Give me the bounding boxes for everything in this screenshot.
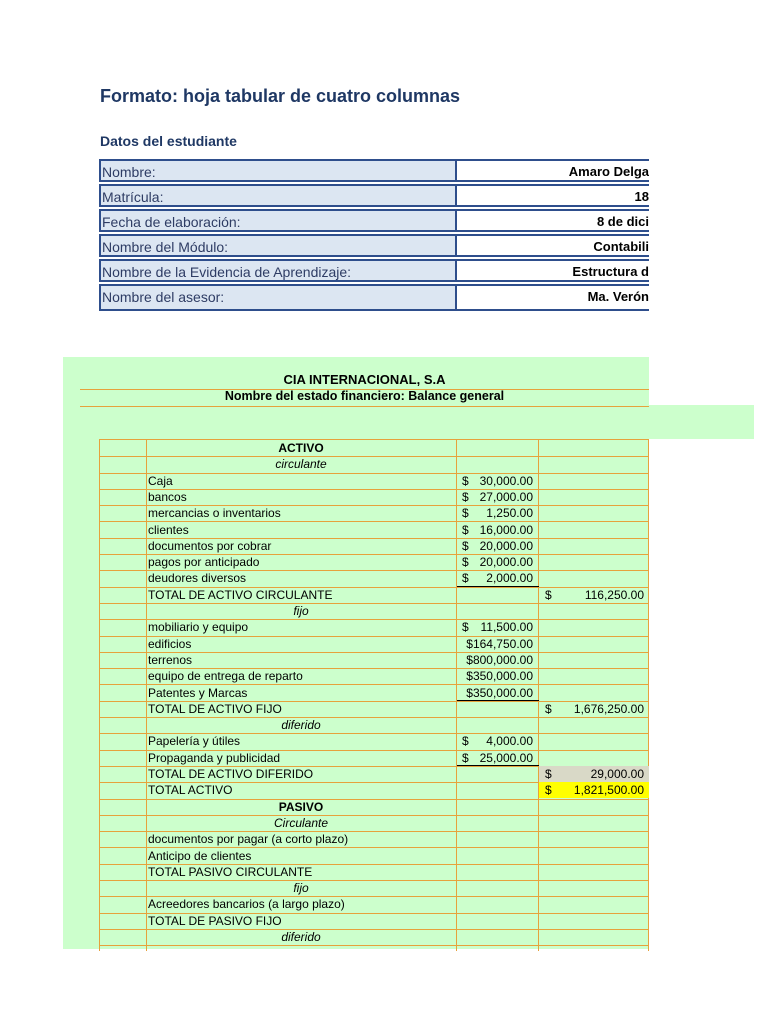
row-label: circulante — [275, 457, 327, 472]
amount-value: $350,000.00 — [466, 685, 533, 700]
table-row — [99, 750, 649, 767]
info-label: Fecha de elaboración: — [99, 209, 455, 232]
row-label: Papelería y útiles — [148, 734, 241, 749]
amount-cell — [457, 750, 535, 766]
amount-cell — [457, 554, 535, 570]
table-row — [99, 636, 649, 653]
info-label: Matrícula: — [99, 184, 455, 207]
info-label: Nombre del asesor: — [99, 284, 455, 311]
row-label: documentos por cobrar — [148, 538, 272, 553]
row-label: diferido — [281, 930, 321, 944]
table-row — [99, 733, 649, 750]
sum-line — [457, 586, 539, 587]
info-label: Nombre: — [99, 159, 455, 182]
company-name: CIA INTERNACIONAL, S.A — [283, 372, 446, 387]
sum-line — [457, 700, 539, 701]
amount-cell — [457, 652, 535, 668]
amount-cell — [457, 473, 535, 489]
currency-symbol: $ — [545, 587, 552, 602]
table-row — [99, 554, 649, 571]
row-label: deudores diversos — [148, 571, 247, 586]
row-label: mobiliario y equipo — [148, 620, 249, 635]
total-value: 1,821,500.00 — [573, 783, 644, 798]
amount-cell — [457, 505, 535, 521]
balance-sheet-background-ext — [649, 405, 754, 439]
table-row — [99, 538, 649, 555]
currency-symbol: $ — [462, 522, 469, 537]
table-row — [99, 880, 649, 897]
info-row-date — [99, 209, 649, 234]
table-row — [99, 456, 649, 473]
table-row — [99, 473, 649, 490]
info-row-module — [99, 234, 649, 259]
total-value: 29,000.00 — [590, 767, 644, 781]
row-label: TOTAL DE PASIVO FIJO — [148, 913, 282, 928]
info-label: Nombre de la Evidencia de Aprendizaje: — [99, 259, 455, 282]
table-row — [99, 896, 649, 913]
info-value: 8 de dici — [455, 209, 649, 232]
amount-cell — [457, 733, 535, 749]
currency-symbol: $ — [462, 734, 469, 749]
info-value: Ma. Verón — [455, 284, 649, 311]
amount-value: 2,000.00 — [486, 571, 533, 586]
amount-cell — [457, 619, 535, 635]
amount-cell — [457, 522, 535, 538]
row-label: Anticipo de clientes — [148, 848, 252, 863]
amount-value: 11,500.00 — [480, 620, 533, 635]
table-row — [99, 587, 649, 604]
table-row — [99, 489, 649, 506]
student-info-table — [99, 159, 649, 311]
total-value: 116,250.00 — [584, 587, 644, 602]
amount-value: 27,000.00 — [479, 489, 533, 504]
amount-cell — [457, 489, 535, 505]
info-row-evidence — [99, 259, 649, 284]
table-row — [99, 603, 649, 620]
page-title: Formato: hoja tabular de cuatro columnas — [100, 86, 461, 106]
table-row — [99, 668, 649, 685]
row-label: TOTAL DE ACTIVO FIJO — [148, 701, 282, 716]
info-row-advisor — [99, 284, 649, 309]
currency-symbol: $ — [462, 489, 469, 504]
row-label: Circulante — [273, 815, 329, 830]
amount-cell — [457, 538, 535, 554]
balance-sheet-grid — [99, 439, 649, 951]
row-label: ACTIVO — [278, 441, 324, 455]
row-label: TOTAL PASIVO CIRCULANTE — [148, 864, 313, 879]
total-cell — [539, 701, 649, 717]
info-value: Estructura d — [455, 259, 649, 282]
amount-value: 4,000.00 — [486, 734, 533, 749]
total-cell — [539, 782, 649, 798]
currency-symbol: $ — [462, 750, 469, 765]
table-row — [99, 782, 649, 799]
amount-value: 25,000.00 — [479, 750, 533, 765]
row-label: terrenos — [148, 652, 193, 667]
amount-cell — [457, 668, 535, 684]
row-label: TOTAL DE ACTIVO DIFERIDO — [148, 767, 314, 781]
info-row-name — [99, 159, 649, 184]
table-row — [99, 505, 649, 522]
currency-symbol: $ — [462, 571, 469, 586]
statement-name: Nombre del estado financiero: Balance general — [224, 389, 505, 403]
row-label: mercancias o inventarios — [148, 506, 281, 521]
row-label: equipo de entrega de reparto — [148, 669, 303, 684]
table-row — [99, 652, 649, 669]
sum-line — [457, 765, 539, 766]
amount-cell — [457, 636, 535, 652]
table-row — [99, 929, 649, 946]
info-row-id — [99, 184, 649, 209]
info-value: Amaro Delga — [455, 159, 649, 182]
currency-symbol: $ — [462, 555, 469, 570]
currency-symbol: $ — [545, 767, 552, 781]
table-row — [99, 864, 649, 881]
amount-value: 16,000.00 — [479, 522, 533, 537]
amount-value: $350,000.00 — [466, 669, 533, 684]
table-row — [99, 685, 649, 702]
row-label: Acreedores bancarios (a largo plazo) — [148, 897, 345, 912]
divider — [80, 406, 649, 407]
row-label: TOTAL ACTIVO — [148, 783, 233, 798]
row-label: PASIVO — [278, 799, 324, 814]
currency-symbol: $ — [462, 620, 469, 635]
table-row — [99, 848, 649, 865]
table-row — [99, 913, 649, 930]
amount-value: 30,000.00 — [479, 473, 533, 488]
currency-symbol: $ — [462, 538, 469, 553]
row-label: documentos por pagar (a corto plazo) — [148, 832, 349, 847]
total-value: 1,676,250.00 — [573, 701, 644, 716]
currency-symbol: $ — [545, 783, 552, 798]
table-row — [99, 701, 649, 718]
row-label: fijo — [293, 604, 309, 618]
table-row — [99, 522, 649, 539]
amount-value: 20,000.00 — [479, 555, 533, 570]
table-row — [99, 766, 649, 783]
row-label: clientes — [148, 522, 189, 537]
amount-value: 1,250.00 — [486, 506, 533, 521]
row-label: diferido — [281, 718, 321, 733]
amount-value: $800,000.00 — [466, 652, 533, 667]
amount-value: $164,750.00 — [466, 636, 533, 651]
table-row — [99, 619, 649, 636]
info-label: Nombre del Módulo: — [99, 234, 455, 257]
currency-symbol: $ — [545, 701, 552, 716]
total-cell — [539, 766, 649, 782]
table-row — [99, 799, 649, 816]
row-label: Caja — [148, 473, 173, 488]
row-label: edificios — [148, 636, 192, 651]
row-label: fijo — [293, 881, 309, 896]
total-cell — [539, 587, 649, 603]
info-value: Contabili — [455, 234, 649, 257]
row-label: TOTAL DE ACTIVO CIRCULANTE — [148, 587, 333, 602]
row-label: pagos por anticipado — [148, 555, 260, 570]
student-data-heading: Datos del estudiante — [100, 133, 237, 149]
amount-cell — [457, 685, 535, 701]
table-row — [99, 831, 649, 848]
row-label: Patentes y Marcas — [148, 685, 248, 700]
row-label: Propaganda y publicidad — [148, 750, 281, 765]
table-row — [99, 570, 649, 587]
table-row — [99, 815, 649, 832]
table-row — [99, 717, 649, 734]
amount-value: 20,000.00 — [479, 538, 533, 553]
amount-cell — [457, 570, 535, 586]
row-label: bancos — [148, 489, 187, 504]
currency-symbol: $ — [462, 473, 469, 488]
table-row — [99, 440, 649, 457]
currency-symbol: $ — [462, 506, 469, 521]
info-value: 18 — [455, 184, 649, 207]
